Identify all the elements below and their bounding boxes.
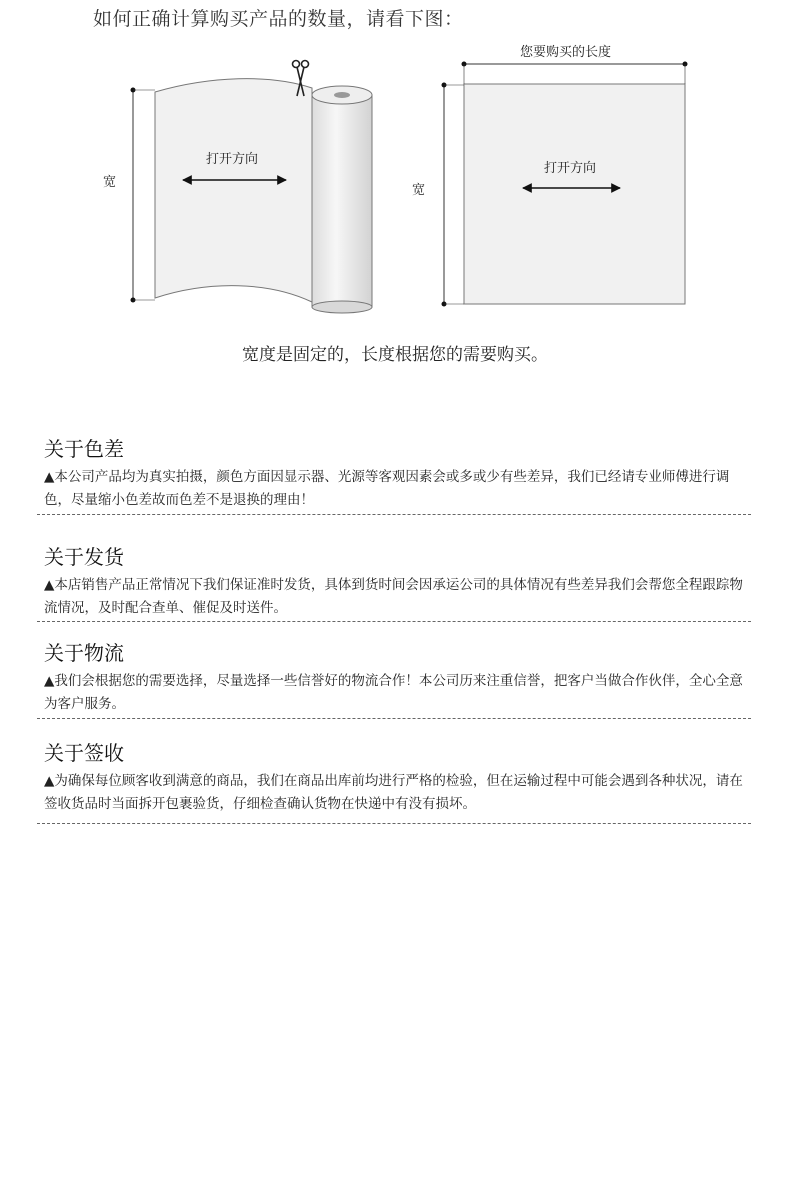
left-width-label: 宽 <box>103 175 117 190</box>
section-divider <box>37 823 751 824</box>
length-label: 您要购买的长度 <box>520 45 612 60</box>
logistics-section <box>44 640 744 716</box>
roll-illustration <box>155 79 372 313</box>
left-direction-label: 打开方向 <box>206 152 259 167</box>
section-body: ▲本店销售产品正常情况下我们保证准时发货，具体到货时间会因承运公司的具体情况有些差异我们会帮您全程跟踪物流情况，及时配合查单、催促及时送件。 <box>44 577 743 616</box>
quantity-diagram <box>0 40 790 320</box>
section-body: ▲我们会根据您的需要选择，尽量选择一些信誉好的物流合作！本公司历来注重信誉，把客户当做合作伙伴，全心全意为客户服务。 <box>44 673 743 712</box>
section-title: 关于色差 <box>44 437 124 461</box>
right-width-label: 宽 <box>412 183 426 198</box>
section-body: ▲为确保每位顾客收到满意的商品，我们在商品出库前均进行严格的检验，但在运输过程中可能会遇到各种状况，请在签收货品时当面拆开包裹验货，仔细检查确认货物在快递中有没有损坏。 <box>44 773 743 812</box>
diagram-caption: 宽度是固定的，长度根据您的需要购买。 <box>242 345 548 365</box>
section-divider <box>37 718 751 719</box>
section-title: 关于签收 <box>44 741 124 765</box>
receipt-section <box>44 740 744 816</box>
section-title: 关于发货 <box>44 545 124 569</box>
shipping-section <box>44 544 744 620</box>
left-width-dimension <box>131 88 156 303</box>
color-difference-section <box>44 436 744 512</box>
length-dimension <box>462 62 688 85</box>
section-divider <box>37 514 751 515</box>
right-direction-label: 打开方向 <box>544 161 597 176</box>
intro-text: 如何正确计算购买产品的数量，请看下图： <box>93 8 464 30</box>
section-divider <box>37 621 751 622</box>
flat-sheet <box>464 84 685 304</box>
right-width-dimension <box>442 83 465 307</box>
section-title: 关于物流 <box>44 641 124 665</box>
section-body: ▲本公司产品均为真实拍摄，颜色方面因显示器、光源等客观因素会或多或少有些差异，我们已经请专业师傅进行调色，尽量缩小色差故而色差不是退换的理由！ <box>44 469 730 508</box>
